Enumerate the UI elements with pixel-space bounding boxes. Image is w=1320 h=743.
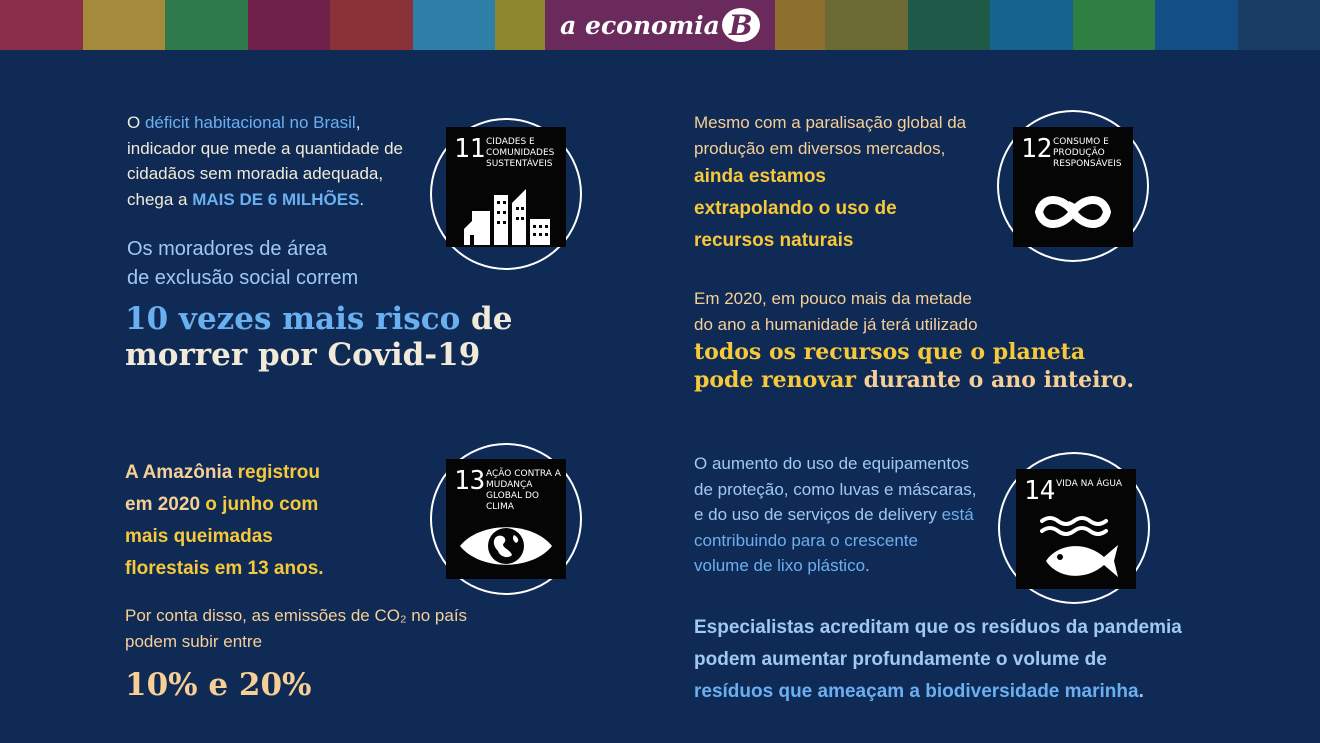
text: . [865, 556, 870, 575]
text: Mesmo com a paralisação global da [694, 113, 967, 132]
text: e do uso de serviços de delivery [694, 505, 942, 524]
text: contribuindo para o crescente [694, 530, 918, 550]
stripe-swatch [330, 0, 413, 50]
ods13-badge[interactable] [446, 459, 566, 579]
brand-text: a economia [560, 10, 720, 40]
stripe-swatch [0, 0, 83, 50]
infinity-loop-icon [1025, 187, 1121, 237]
stripe-swatch [908, 0, 991, 50]
brand-logo[interactable] [545, 0, 775, 50]
ods11-number: 11 [454, 134, 486, 164]
text: Em 2020, em pouco mais da metade [694, 289, 972, 308]
text: cidadãos sem moradia adequada, [127, 164, 384, 183]
text: pode renovar [694, 367, 856, 393]
ods14-badge[interactable] [1016, 469, 1136, 589]
text: de [460, 301, 513, 337]
text: morrer por Covid-19 [125, 337, 481, 373]
stripe-swatch [248, 0, 331, 50]
text: de exclusão social correm [127, 267, 359, 289]
text: . [359, 189, 365, 209]
text: todos os recursos que o planeta [694, 339, 1086, 365]
city-buildings-icon [458, 185, 558, 245]
text: em 2020 [125, 494, 206, 515]
stripe-swatch [83, 0, 166, 50]
ods11-label: CIDADES E COMUNIDADES SUSTENTÁVEIS [486, 137, 555, 169]
ods13-percent-headline: 10% e 20% [125, 667, 312, 703]
ods14-bold-text [694, 612, 1182, 708]
text: . [1138, 681, 1144, 702]
text: durante o ano inteiro. [855, 367, 1135, 393]
stripe-swatch [990, 0, 1073, 50]
ods14-label: VIDA NA ÁGUA [1056, 479, 1123, 489]
text: A Amazônia [125, 462, 238, 483]
stripe-swatch [1155, 0, 1238, 50]
stripe-swatch [1238, 0, 1320, 50]
ods12-bold-text [694, 161, 897, 257]
text: indicador que mede a quantidade de [127, 138, 403, 158]
ods12-number: 12 [1021, 134, 1053, 164]
highlight-six-million: MAIS DE 6 MILHÕES [192, 189, 360, 209]
text: O aumento do uso de equipamentos [694, 454, 970, 473]
text: O [127, 113, 145, 132]
text: chega a [127, 189, 193, 209]
headline-highlight: 10 vezes mais risco [125, 301, 461, 337]
ods13-bold-text [125, 457, 324, 585]
text: podem aumentar profundamente o volume de [694, 649, 1107, 670]
ods13-emissions-text [125, 603, 467, 655]
text: registrou [237, 462, 320, 483]
text: podem subir entre [125, 632, 263, 651]
stripe-swatch [825, 0, 908, 50]
eye-globe-icon [458, 519, 554, 573]
ods12-paragraph [694, 110, 966, 161]
ods13-label: AÇÃO CONTRA A MUDANÇA GLOBAL DO CLIMA [486, 469, 561, 512]
brand-b-mark: B [722, 8, 760, 42]
text: de proteção, como luvas e máscaras, [694, 479, 977, 499]
stripe-swatch [413, 0, 496, 50]
ods11-residents-text [127, 235, 358, 293]
ods12-label: CONSUMO E PRODUÇÃO RESPONSÁVEIS [1053, 137, 1122, 169]
ods14-number: 14 [1024, 476, 1056, 506]
text: mais queimadas [125, 526, 273, 547]
text: do ano a humanidade já terá utilizado [694, 314, 978, 334]
text: recursos naturais [694, 230, 854, 251]
text: florestais em 13 anos. [125, 558, 324, 579]
stripe-swatch [1073, 0, 1156, 50]
text: , [355, 113, 361, 132]
text: extrapolando o uso de [694, 198, 897, 219]
stripe-swatch [165, 0, 248, 50]
text: resíduos que ameaçam a biodiversidade marinha [694, 681, 1139, 702]
ods12-badge[interactable] [1013, 127, 1133, 247]
ods11-headline [125, 301, 512, 373]
ods14-paragraph [694, 451, 977, 579]
ods12-year-text [694, 286, 978, 337]
ods13-number: 13 [454, 466, 486, 496]
text: está [941, 505, 974, 524]
ods11-badge[interactable] [446, 127, 566, 247]
text: Por conta disso, as emissões de CO₂ no país [125, 606, 468, 625]
text: o junho com [205, 494, 319, 515]
highlight-deficit: déficit habitacional no Brasil [144, 113, 356, 132]
text: volume de lixo plástico [694, 556, 866, 575]
ods12-headline [694, 338, 1134, 394]
ods11-paragraph [127, 110, 427, 212]
text: Os moradores de área [127, 238, 328, 260]
text: produção em diversos mercados, [694, 138, 946, 158]
fish-waves-icon [1028, 513, 1124, 585]
text: Especialistas acreditam que os resíduos da pandemia [694, 617, 1182, 638]
text: ainda estamos [694, 166, 826, 187]
